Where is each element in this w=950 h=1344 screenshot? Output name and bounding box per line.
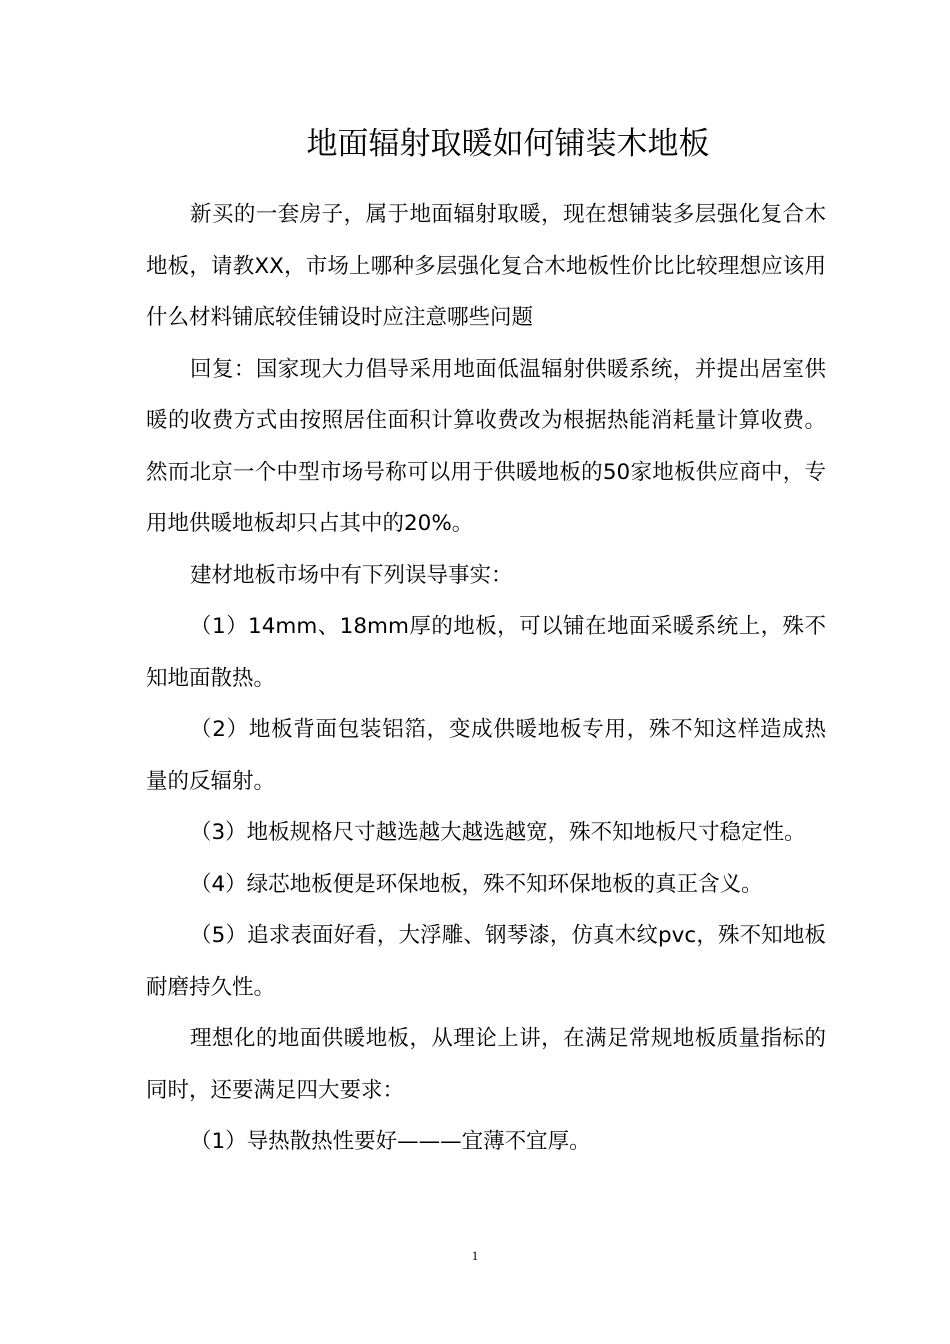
- paragraph-question: 新买的一套房子，属于地面辐射取暖，现在想铺装多层强化复合木地板，请教XX，市场上哪种多层强化复合木地板性价比比较理想应该用什么材料铺底较佳铺设时应注意哪些问题: [146, 202, 826, 330]
- list-item-misleading-3: （3）地板规格尺寸越选越大越选越宽，殊不知地板尺寸稳定性。: [190, 820, 806, 845]
- document-title: 地面辐射取暖如何铺装木地板: [306, 126, 710, 162]
- paragraph-misleading-facts-intro: 建材地板市场中有下列误导事实：: [190, 562, 513, 588]
- list-item-misleading-5: （5）追求表面好看，大浮雕、钢琴漆，仿真木纹pvc，殊不知地板耐磨持久性。: [146, 923, 826, 1000]
- paragraph-reply: 回复：国家现大力倡导采用地面低温辐射供暖系统，并提出居室供暖的收费方式由按照居住面积计算收费改为根据热能消耗量计算收费。然而北京一个中型市场号称可以用于供暖地板的50家地板供应商中，专用地供暖地板却只占其中的20%。: [146, 356, 826, 536]
- page-number: 1: [471, 1248, 479, 1263]
- list-item-misleading-2: （2）地板背面包装铝箔，变成供暖地板专用，殊不知这样造成热量的反辐射。: [146, 717, 826, 794]
- list-item-misleading-1: （1）14mm、18mm厚的地板，可以铺在地面采暖系统上，殊不知地面散热。: [146, 614, 826, 691]
- list-item-misleading-4: （4）绿芯地板便是环保地板，殊不知环保地板的真正含义。: [190, 871, 763, 897]
- paragraph-requirements-intro: 理想化的地面供暖地板，从理论上讲，在满足常规地板质量指标的同时，还要满足四大要求：: [146, 1026, 826, 1103]
- list-item-requirement-1: （1）导热散热性要好———宜薄不宜厚。: [190, 1129, 591, 1154]
- document-body: [146, 189, 826, 1168]
